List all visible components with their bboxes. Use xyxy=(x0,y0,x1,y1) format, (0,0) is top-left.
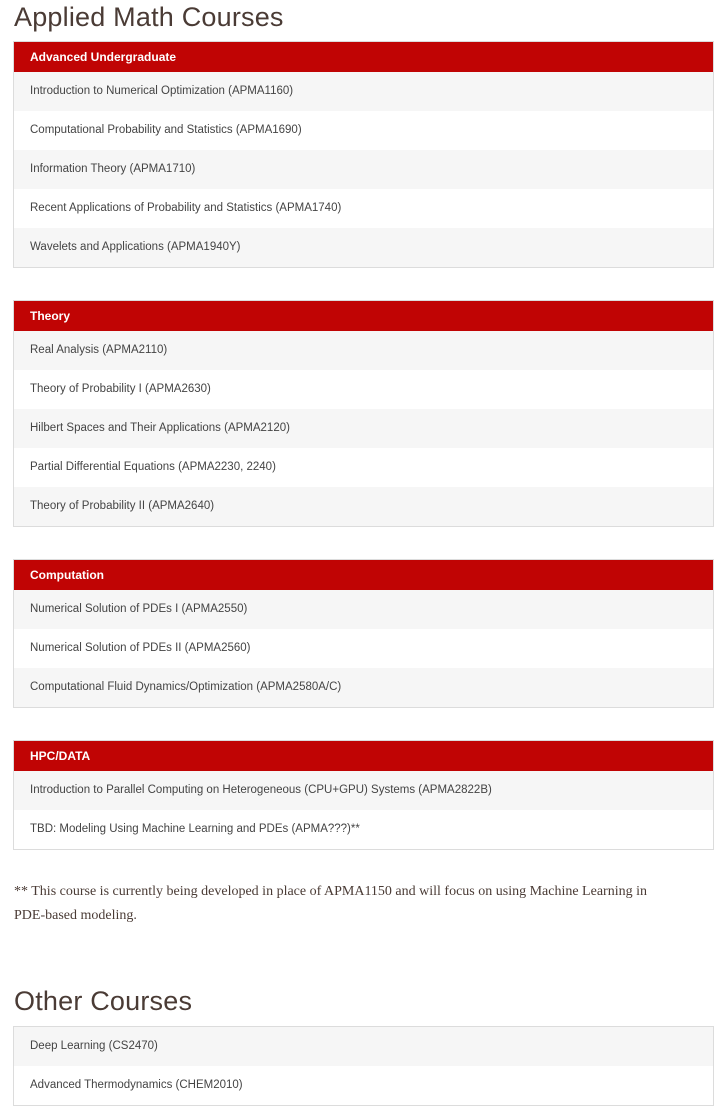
course-row: Information Theory (APMA1710) xyxy=(14,150,713,189)
course-row: Partial Differential Equations (APMA2230, 2240) xyxy=(14,448,713,487)
course-row: Theory of Probability I (APMA2630) xyxy=(14,370,713,409)
course-panel-theory xyxy=(13,300,714,527)
course-row: Theory of Probability II (APMA2640) xyxy=(14,487,713,526)
course-row: Real Analysis (APMA2110) xyxy=(14,331,713,370)
course-row: Hilbert Spaces and Their Applications (APMA2120) xyxy=(14,409,713,448)
applied-math-title: Applied Math Courses xyxy=(14,2,284,32)
course-row: Deep Learning (CS2470) xyxy=(14,1027,713,1066)
course-row: Introduction to Numerical Optimization (APMA1160) xyxy=(14,72,713,111)
course-row: Computational Fluid Dynamics/Optimization (APMA2580A/C) xyxy=(14,668,713,707)
course-row: TBD: Modeling Using Machine Learning and PDEs (APMA???)** xyxy=(14,810,713,849)
footnote: ** This course is currently being developed in place of APMA1150 and will focus on using Machine Learning in PDE-based modeling. xyxy=(14,884,647,923)
panel-header: Advanced Undergraduate xyxy=(14,42,713,72)
course-panel-advanced-undergraduate xyxy=(13,41,714,268)
course-row: Advanced Thermodynamics (CHEM2010) xyxy=(14,1066,713,1105)
panel-header: Theory xyxy=(14,301,713,331)
other-courses-title: Other Courses xyxy=(14,986,193,1016)
course-panel-hpc-data xyxy=(13,740,714,850)
course-row: Numerical Solution of PDEs II (APMA2560) xyxy=(14,629,713,668)
course-row: Numerical Solution of PDEs I (APMA2550) xyxy=(14,590,713,629)
course-row: Introduction to Parallel Computing on Heterogeneous (CPU+GPU) Systems (APMA2822B) xyxy=(14,771,713,810)
course-row: Wavelets and Applications (APMA1940Y) xyxy=(14,228,713,267)
panel-header: Computation xyxy=(14,560,713,590)
course-panel-computation xyxy=(13,559,714,708)
panel-header: HPC/DATA xyxy=(14,741,713,771)
course-panel-other xyxy=(13,1026,714,1106)
course-row: Recent Applications of Probability and Statistics (APMA1740) xyxy=(14,189,713,228)
course-row: Computational Probability and Statistics (APMA1690) xyxy=(14,111,713,150)
